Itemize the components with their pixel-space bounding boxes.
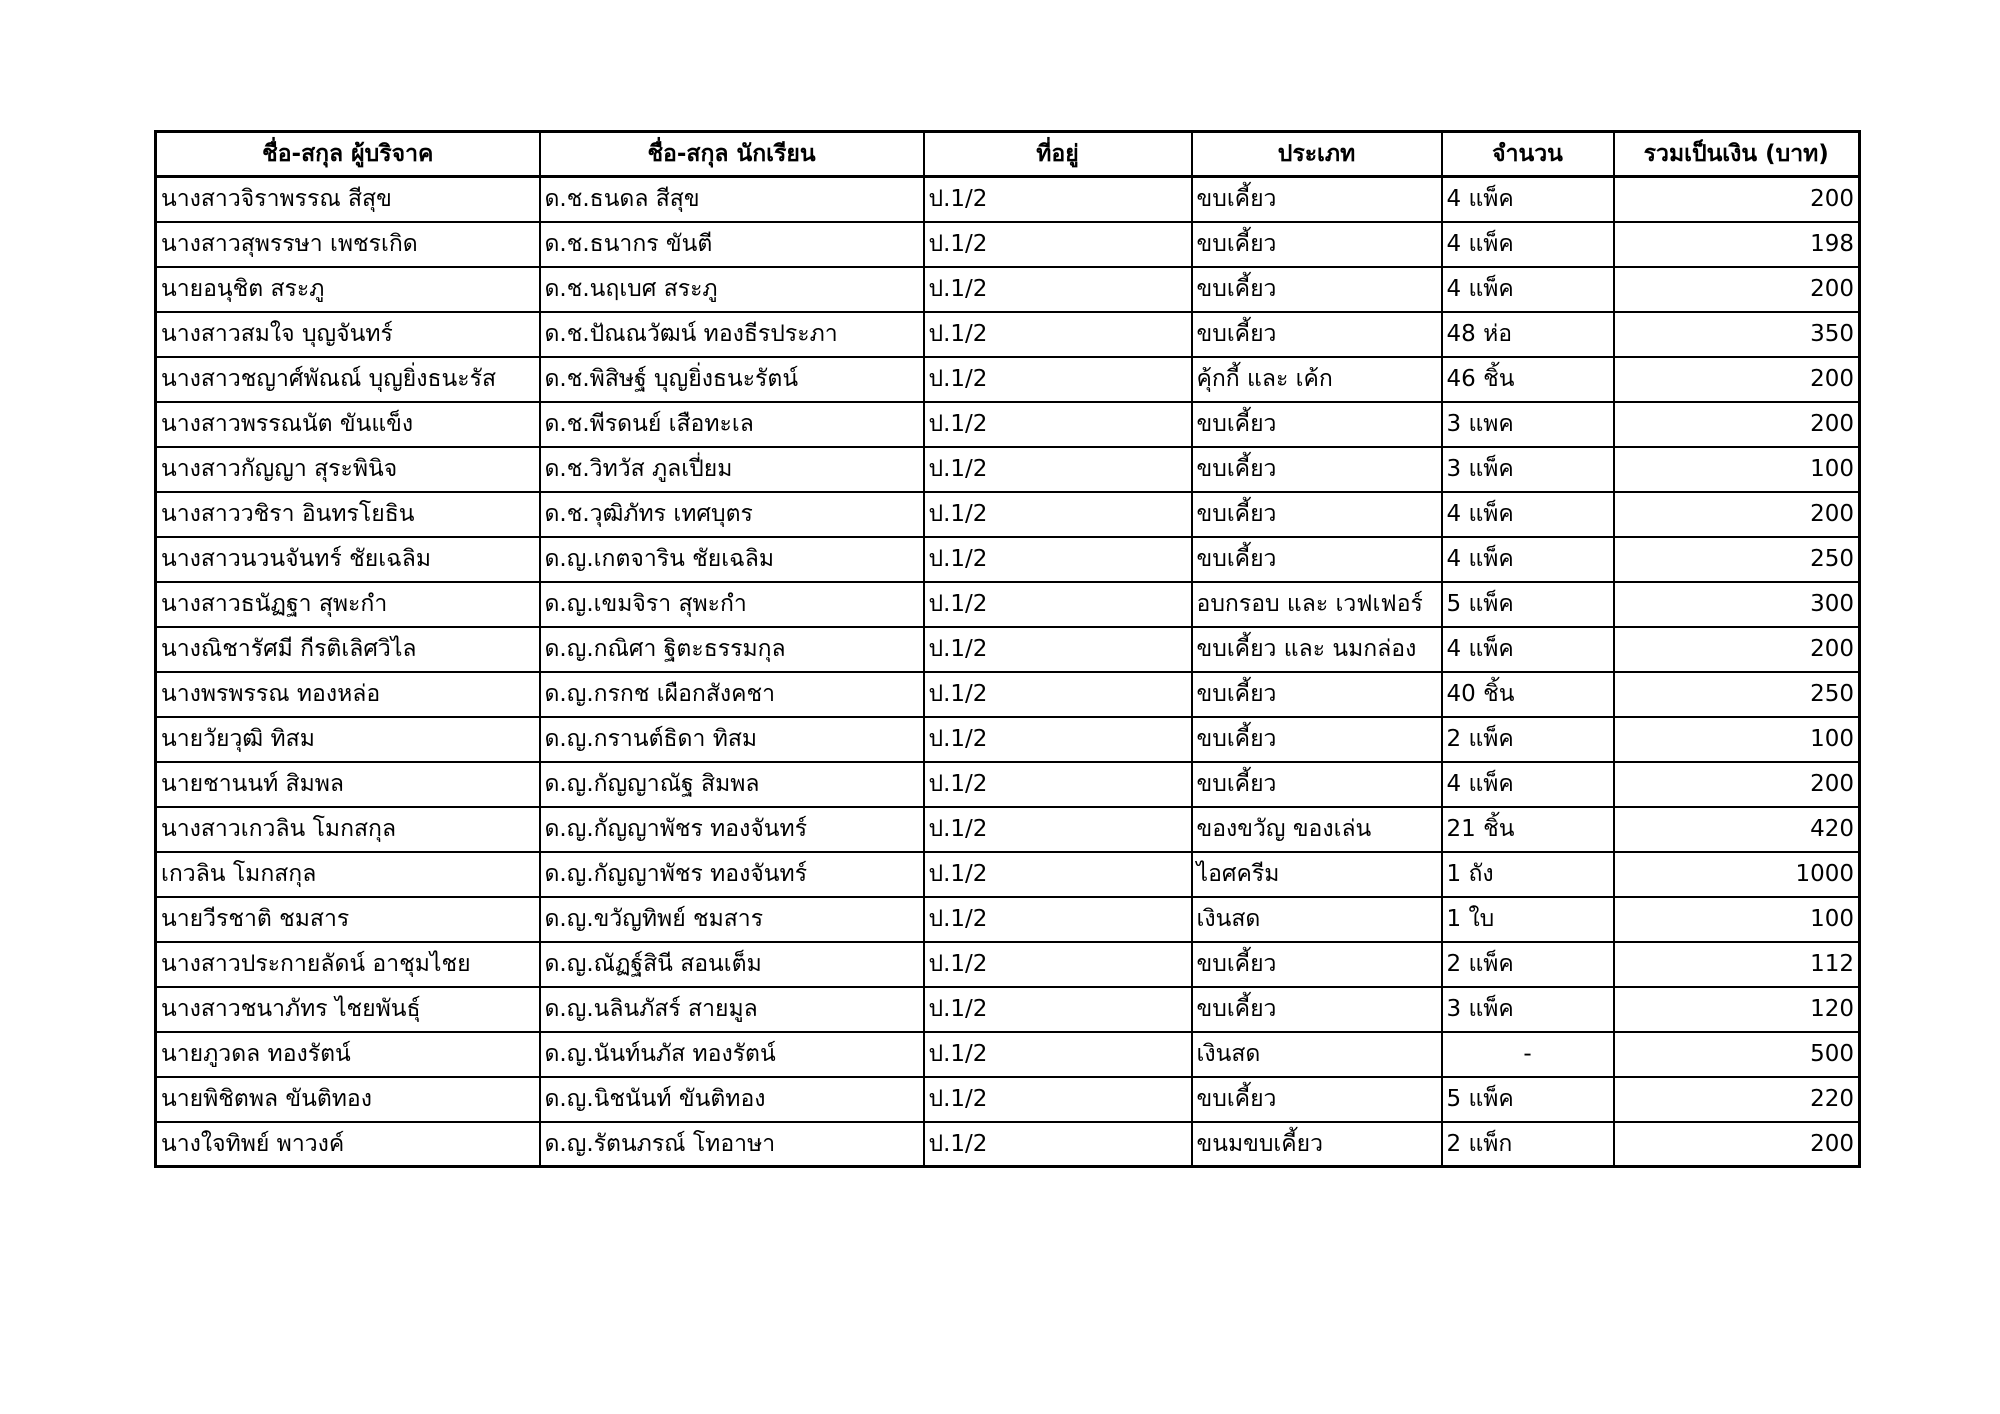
cell-type: ขบเคี้ยว xyxy=(1192,537,1442,582)
cell-quantity: 5 แพ็ค xyxy=(1442,582,1614,627)
cell-quantity: 46 ชิ้น xyxy=(1442,357,1614,402)
cell-address: ป.1/2 xyxy=(924,672,1192,717)
cell-address: ป.1/2 xyxy=(924,1077,1192,1122)
cell-type: เงินสด xyxy=(1192,897,1442,942)
cell-student-name: ด.ญ.นิชนันท์ ขันติทอง xyxy=(540,1077,924,1122)
cell-address: ป.1/2 xyxy=(924,1122,1192,1167)
cell-amount: 120 xyxy=(1614,987,1860,1032)
donation-table xyxy=(154,130,1861,1168)
table-row xyxy=(156,852,1860,897)
cell-student-name: ด.ญ.กณิศา ฐิตะธรรมกุล xyxy=(540,627,924,672)
cell-student-name: ด.ช.วุฒิภัทร เทศบุตร xyxy=(540,492,924,537)
cell-donor-name: นางสาวจิราพรรณ สีสุข xyxy=(156,177,540,222)
cell-amount: 250 xyxy=(1614,672,1860,717)
cell-quantity: 40 ชิ้น xyxy=(1442,672,1614,717)
cell-quantity: 4 แพ็ค xyxy=(1442,267,1614,312)
cell-amount: 200 xyxy=(1614,1122,1860,1167)
cell-type: ของขวัญ ของเล่น xyxy=(1192,807,1442,852)
cell-student-name: ด.ช.ธนดล สีสุข xyxy=(540,177,924,222)
table-row xyxy=(156,942,1860,987)
cell-student-name: ด.ญ.ขวัญทิพย์ ชมสาร xyxy=(540,897,924,942)
table-body xyxy=(156,177,1860,1167)
cell-quantity: 3 แพ็ค xyxy=(1442,987,1614,1032)
cell-type: เงินสด xyxy=(1192,1032,1442,1077)
cell-donor-name: นางสาวธนัฏฐา สุพะกำ xyxy=(156,582,540,627)
table-row xyxy=(156,717,1860,762)
cell-student-name: ด.ญ.นลินภัสร์ สายมูล xyxy=(540,987,924,1032)
table-row xyxy=(156,807,1860,852)
cell-donor-name: นายพิชิตพล ขันติทอง xyxy=(156,1077,540,1122)
cell-amount: 500 xyxy=(1614,1032,1860,1077)
cell-address: ป.1/2 xyxy=(924,447,1192,492)
cell-type: ขบเคี้ยว xyxy=(1192,672,1442,717)
cell-student-name: ด.ญ.กรกช เผือกสังคชา xyxy=(540,672,924,717)
cell-quantity: 4 แพ็ค xyxy=(1442,537,1614,582)
cell-donor-name: เกวลิน โมกสกุล xyxy=(156,852,540,897)
cell-address: ป.1/2 xyxy=(924,222,1192,267)
cell-donor-name: นางณิชารัศมี กีรติเลิศวิไล xyxy=(156,627,540,672)
cell-address: ป.1/2 xyxy=(924,852,1192,897)
cell-student-name: ด.ช.นฤเบศ สระภู xyxy=(540,267,924,312)
cell-amount: 250 xyxy=(1614,537,1860,582)
cell-amount: 100 xyxy=(1614,897,1860,942)
cell-student-name: ด.ญ.ณัฏฐ์สินี สอนเต็ม xyxy=(540,942,924,987)
cell-donor-name: นางสาวชญาศ์พัณณ์ บุญยิ่งธนะรัส xyxy=(156,357,540,402)
cell-donor-name: นางสาวสุพรรษา เพชรเกิด xyxy=(156,222,540,267)
cell-student-name: ด.ญ.เกตจาริน ชัยเฉลิม xyxy=(540,537,924,582)
cell-amount: 300 xyxy=(1614,582,1860,627)
cell-address: ป.1/2 xyxy=(924,717,1192,762)
cell-quantity: 2 แพ็ก xyxy=(1442,1122,1614,1167)
cell-donor-name: นายวีรชาติ ชมสาร xyxy=(156,897,540,942)
table-row xyxy=(156,177,1860,222)
header-address: ที่อยู่ xyxy=(924,132,1192,177)
cell-quantity: 1 ถัง xyxy=(1442,852,1614,897)
cell-donor-name: นางสาววชิรา อินทรโยธิน xyxy=(156,492,540,537)
cell-type: ขบเคี้ยว xyxy=(1192,222,1442,267)
cell-address: ป.1/2 xyxy=(924,357,1192,402)
cell-amount: 1000 xyxy=(1614,852,1860,897)
cell-student-name: ด.ช.วิทวัส ภูลเปี่ยม xyxy=(540,447,924,492)
cell-type: ไอศครีม xyxy=(1192,852,1442,897)
header-type: ประเภท xyxy=(1192,132,1442,177)
table-row xyxy=(156,987,1860,1032)
cell-quantity: 4 แพ็ค xyxy=(1442,492,1614,537)
header-student-name: ชื่อ-สกุล นักเรียน xyxy=(540,132,924,177)
cell-address: ป.1/2 xyxy=(924,537,1192,582)
cell-student-name: ด.ญ.กัญญาพัชร ทองจันทร์ xyxy=(540,852,924,897)
cell-address: ป.1/2 xyxy=(924,762,1192,807)
cell-address: ป.1/2 xyxy=(924,402,1192,447)
cell-type: ขบเคี้ยว xyxy=(1192,267,1442,312)
cell-donor-name: นายภูวดล ทองรัตน์ xyxy=(156,1032,540,1077)
cell-amount: 200 xyxy=(1614,762,1860,807)
cell-type: ขบเคี้ยว xyxy=(1192,177,1442,222)
cell-amount: 198 xyxy=(1614,222,1860,267)
cell-address: ป.1/2 xyxy=(924,987,1192,1032)
cell-quantity: 2 แพ็ค xyxy=(1442,717,1614,762)
cell-type: ขบเคี้ยว xyxy=(1192,312,1442,357)
cell-student-name: ด.ช.ธนากร ขันตี xyxy=(540,222,924,267)
cell-amount: 200 xyxy=(1614,267,1860,312)
header-total-amount: รวมเป็นเงิน (บาท) xyxy=(1614,132,1860,177)
cell-student-name: ด.ช.พีรดนย์ เสือทะเล xyxy=(540,402,924,447)
cell-address: ป.1/2 xyxy=(924,582,1192,627)
cell-quantity: 3 แพ็ค xyxy=(1442,447,1614,492)
cell-donor-name: นายอนุชิต สระภู xyxy=(156,267,540,312)
cell-donor-name: นางพรพรรณ ทองหล่อ xyxy=(156,672,540,717)
cell-donor-name: นางใจทิพย์ พาวงค์ xyxy=(156,1122,540,1167)
cell-address: ป.1/2 xyxy=(924,897,1192,942)
table-row xyxy=(156,1077,1860,1122)
cell-address: ป.1/2 xyxy=(924,942,1192,987)
cell-address: ป.1/2 xyxy=(924,627,1192,672)
table-row xyxy=(156,402,1860,447)
table-row xyxy=(156,762,1860,807)
cell-student-name: ด.ญ.กรานต์ธิดา ทิสม xyxy=(540,717,924,762)
cell-address: ป.1/2 xyxy=(924,267,1192,312)
cell-type: ขบเคี้ยว xyxy=(1192,492,1442,537)
table-row xyxy=(156,267,1860,312)
cell-quantity: 21 ชิ้น xyxy=(1442,807,1614,852)
cell-quantity: 4 แพ็ค xyxy=(1442,762,1614,807)
table-row xyxy=(156,492,1860,537)
cell-type: ขบเคี้ยว xyxy=(1192,762,1442,807)
cell-quantity: 4 แพ็ค xyxy=(1442,222,1614,267)
cell-quantity: 1 ใบ xyxy=(1442,897,1614,942)
cell-address: ป.1/2 xyxy=(924,492,1192,537)
cell-student-name: ด.ช.ปัณณวัฒน์ ทองธีรประภา xyxy=(540,312,924,357)
cell-student-name: ด.ญ.กัญญาณัฐ สิมพล xyxy=(540,762,924,807)
table-row xyxy=(156,582,1860,627)
cell-donor-name: นางสาวเกวลิน โมกสกุล xyxy=(156,807,540,852)
cell-donor-name: นางสาวนวนจันทร์ ชัยเฉลิม xyxy=(156,537,540,582)
cell-amount: 350 xyxy=(1614,312,1860,357)
table-row xyxy=(156,1032,1860,1077)
cell-type: ขบเคี้ยว xyxy=(1192,717,1442,762)
cell-donor-name: นางสาวพรรณนัต ขันแข็ง xyxy=(156,402,540,447)
header-quantity: จำนวน xyxy=(1442,132,1614,177)
cell-amount: 220 xyxy=(1614,1077,1860,1122)
table-row xyxy=(156,627,1860,672)
cell-donor-name: นางสาวชนาภัทร ไชยพันธุ์ xyxy=(156,987,540,1032)
cell-amount: 420 xyxy=(1614,807,1860,852)
cell-quantity: 4 แพ็ค xyxy=(1442,177,1614,222)
cell-student-name: ด.ช.พิสิษฐ์ บุญยิ่งธนะรัตน์ xyxy=(540,357,924,402)
table-row xyxy=(156,1122,1860,1167)
cell-type: อบกรอบ และ เวฟเฟอร์ xyxy=(1192,582,1442,627)
cell-student-name: ด.ญ.นันท์นภัส ทองรัตน์ xyxy=(540,1032,924,1077)
table-row xyxy=(156,312,1860,357)
cell-type: คุ้กกี้ และ เค้ก xyxy=(1192,357,1442,402)
cell-amount: 200 xyxy=(1614,492,1860,537)
table-row xyxy=(156,447,1860,492)
cell-quantity: 4 แพ็ค xyxy=(1442,627,1614,672)
cell-donor-name: นางสาวประกายลัดน์ อาชุมไชย xyxy=(156,942,540,987)
table-header-row xyxy=(156,132,1860,177)
table-row xyxy=(156,357,1860,402)
cell-address: ป.1/2 xyxy=(924,807,1192,852)
cell-quantity: 2 แพ็ค xyxy=(1442,942,1614,987)
cell-student-name: ด.ญ.รัตนภรณ์ โทอาษา xyxy=(540,1122,924,1167)
header-donor-name: ชื่อ-สกุล ผู้บริจาค xyxy=(156,132,540,177)
cell-donor-name: นางสาวสมใจ บุญจันทร์ xyxy=(156,312,540,357)
cell-quantity: - xyxy=(1442,1032,1614,1077)
cell-amount: 200 xyxy=(1614,627,1860,672)
cell-student-name: ด.ญ.เขมจิรา สุพะกำ xyxy=(540,582,924,627)
cell-amount: 100 xyxy=(1614,447,1860,492)
cell-type: ขบเคี้ยว xyxy=(1192,402,1442,447)
table-row xyxy=(156,537,1860,582)
cell-quantity: 48 ห่อ xyxy=(1442,312,1614,357)
cell-type: ขบเคี้ยว xyxy=(1192,987,1442,1032)
cell-amount: 200 xyxy=(1614,357,1860,402)
cell-type: ขบเคี้ยว xyxy=(1192,942,1442,987)
cell-address: ป.1/2 xyxy=(924,312,1192,357)
cell-address: ป.1/2 xyxy=(924,177,1192,222)
table-row xyxy=(156,672,1860,717)
cell-address: ป.1/2 xyxy=(924,1032,1192,1077)
table-row xyxy=(156,222,1860,267)
table-row xyxy=(156,897,1860,942)
cell-amount: 200 xyxy=(1614,402,1860,447)
cell-student-name: ด.ญ.กัญญาพัชร ทองจันทร์ xyxy=(540,807,924,852)
cell-type: ขนมขบเคี้ยว xyxy=(1192,1122,1442,1167)
cell-type: ขบเคี้ยว xyxy=(1192,1077,1442,1122)
cell-donor-name: นางสาวกัญญา สุระพินิจ xyxy=(156,447,540,492)
cell-donor-name: นายชานนท์ สิมพล xyxy=(156,762,540,807)
cell-quantity: 3 แพค xyxy=(1442,402,1614,447)
cell-type: ขบเคี้ยว และ นมกล่อง xyxy=(1192,627,1442,672)
cell-quantity: 5 แพ็ค xyxy=(1442,1077,1614,1122)
cell-amount: 200 xyxy=(1614,177,1860,222)
cell-donor-name: นายวัยวุฒิ ทิสม xyxy=(156,717,540,762)
cell-type: ขบเคี้ยว xyxy=(1192,447,1442,492)
cell-amount: 100 xyxy=(1614,717,1860,762)
cell-amount: 112 xyxy=(1614,942,1860,987)
